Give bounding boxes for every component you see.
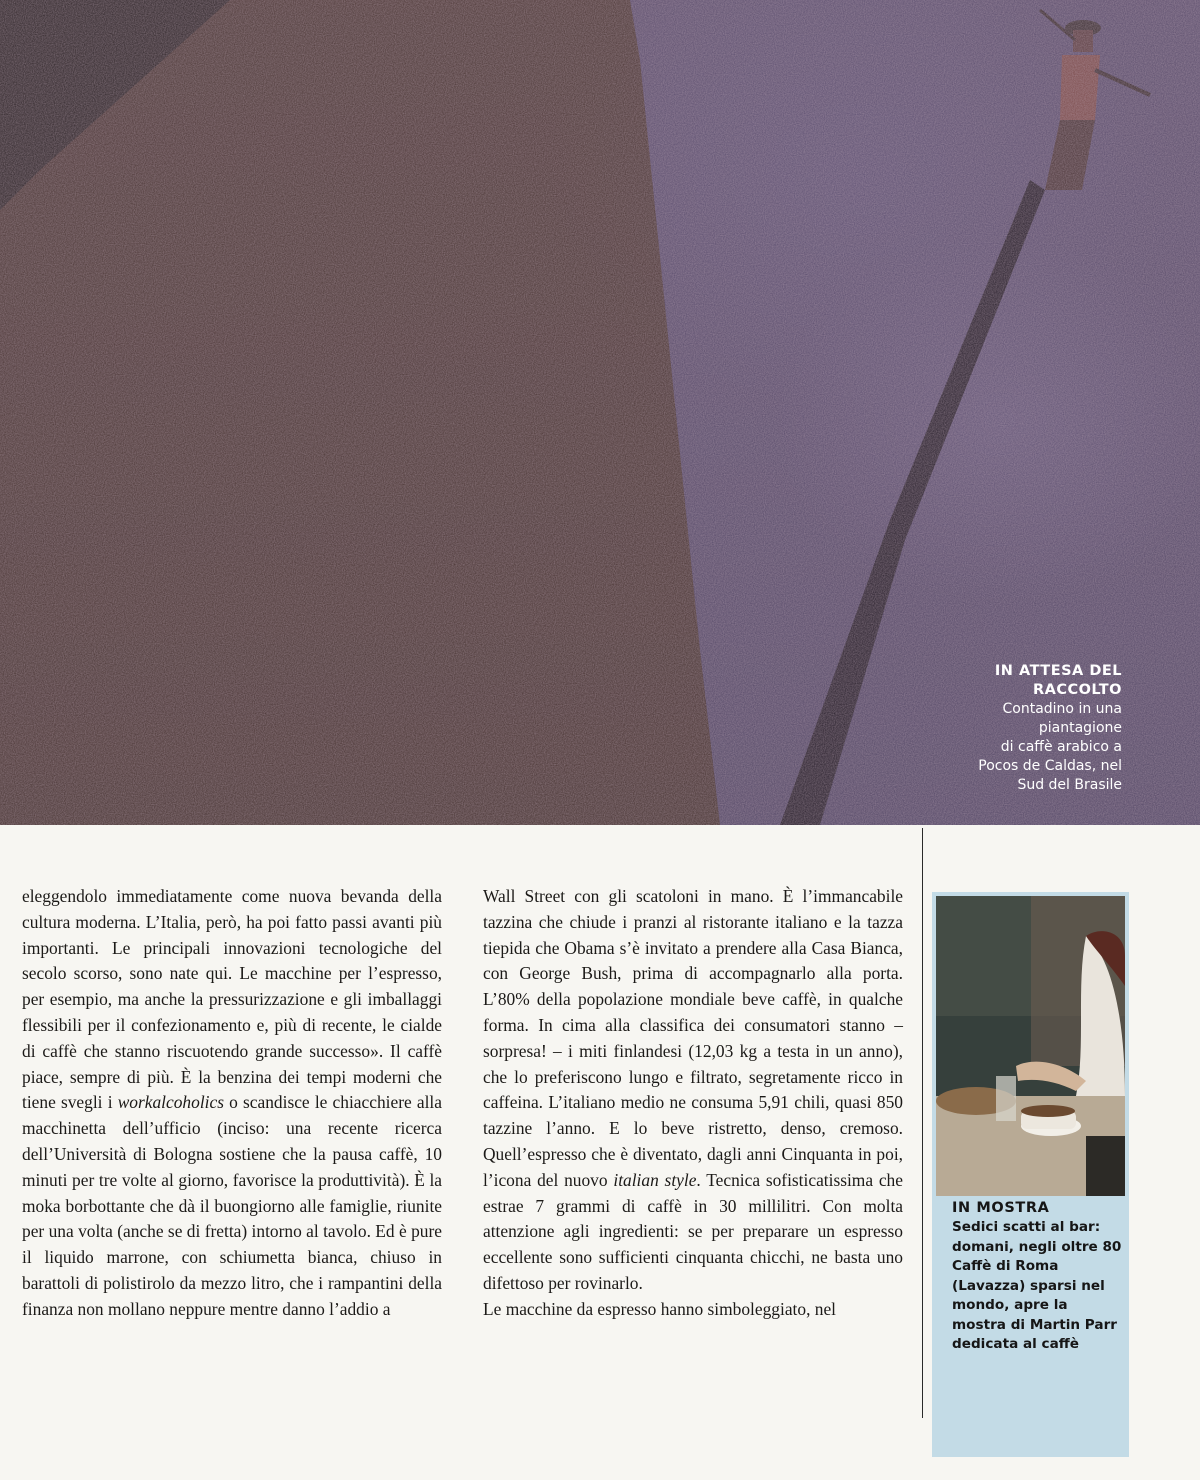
column-divider — [922, 828, 923, 1418]
italic-term: workalcoholics — [117, 1092, 224, 1113]
article-paragraph — [22, 884, 442, 1323]
sidebar-text — [952, 1198, 1122, 1355]
sidebar-title: IN MOSTRA — [952, 1200, 1050, 1216]
article-column-middle — [483, 884, 903, 1323]
caption-line: piantagione — [1038, 720, 1122, 736]
caption-line: Contadino in una — [1002, 701, 1122, 717]
paragraph-text: eleggendolo immediatamente come nuova bevanda della cultura moderna. L’Italia, però, ha poi fatto passi avanti più importanti. Le principali innovazioni tecnologiche del secolo scorso, sono nate qui. Le macchine per l’espresso, per esempio, ma anche la pressurizzazione e gli imballaggi flessibili per il confezionamento e, più di recente, le cialde di caffè che stanno riscuotendo grande successo». Il caffè piace, sempre di più. È la benzina dei tempi moderni che tiene svegli i — [22, 886, 442, 1113]
sidebar-box — [932, 892, 1129, 1457]
caption-title: IN ATTESA DEL — [994, 663, 1122, 679]
paragraph-text: . Tecnica sofisticatissima che estrae 7 grammi di caffè in 30 millilitri. Con molta attenzione agli ingredienti: se per preparare un espresso eccellente sono sufficienti cinquanta chicchi, ne basta uno difettoso per rovinarlo. — [483, 1169, 903, 1293]
photo-caption — [882, 662, 1122, 795]
caption-title-line-2: RACCOLTO — [1032, 682, 1122, 698]
italic-term: italian style — [613, 1169, 697, 1190]
article-column-left — [22, 884, 442, 1323]
caption-line: Pocos de Caldas, nel — [978, 758, 1122, 774]
caption-line: di caffè arabico a — [1000, 739, 1122, 755]
cafe-photo — [936, 896, 1125, 1196]
article-paragraph: Le macchine da espresso hanno simboleggiato, nel — [483, 1298, 837, 1319]
article-paragraph — [483, 884, 903, 1297]
paragraph-text: o scandisce le chiacchiere alla macchinetta dell’ufficio (inciso: una recente ricerca dell’Università di Bologna sostiene che la pausa caffè, 10 minuti per tre volte al giorno, favorisce la produttività). È la moka borbottante che dà il buongiorno alle famiglie, riunite per una volta (anche se di fretta) intorno al tavolo. Ed è pure il liquido marrone, con schiumetta bianca, chiuso in barattoli di polistirolo da mezzo litro, che i rampantini della finanza non mollano neppure mentre danno l’addio a — [22, 1092, 442, 1319]
paragraph-text: Wall Street con gli scatoloni in mano. È l’immancabile tazzina che chiude i pranzi al ristorante italiano e la tazza tiepida che Obama s’è invitato a prendere alla Casa Bianca, con George Bush, prima di accompagnarlo alla porta. L’80% della popolazione mondiale beve caffè, in qualche forma. In cima alla classifica dei consumatori stanno – sorpresa! – i miti finlandesi (12,03 kg a testa in un anno), che lo preferiscono lungo e filtrato, segretamente ricco in caffeina. L’italiano medio ne consuma 5,91 chili, quasi 850 tazzine l’anno. E lo beve ristretto, denso, cremoso. Quell’espresso che è diventato, dagli anni Cinquanta in poi, l’icona del nuovo — [483, 886, 903, 1190]
sidebar-photo — [936, 896, 1125, 1196]
caption-line: Sud del Brasile — [1017, 777, 1122, 793]
sidebar-body: Sedici scatti al bar: domani, negli oltre 80 Caffè di Roma (Lavazza) sparsi nel mondo, apre la mostra di Martin Parr dedicata al caffè — [952, 1219, 1122, 1352]
